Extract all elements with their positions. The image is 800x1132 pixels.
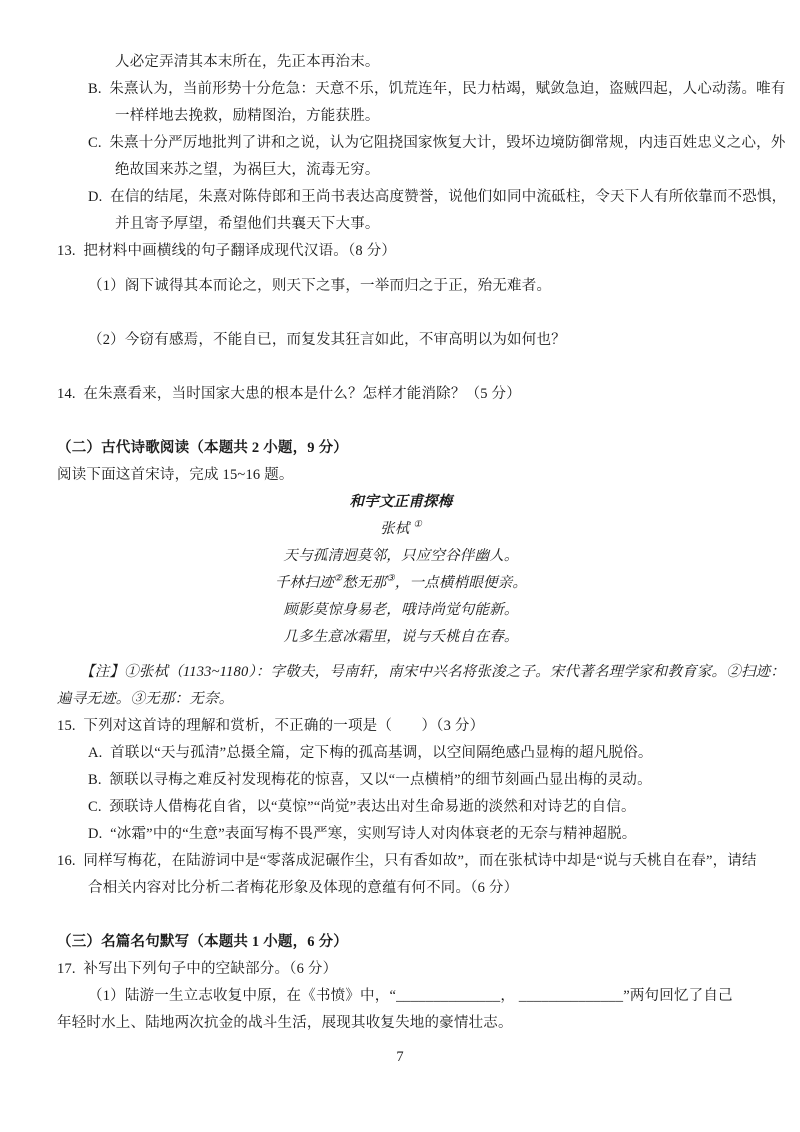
poem-line-1: 天与孤清迥莫邻，只应空谷伴幽人。 — [283, 548, 519, 564]
option-b-line2: 一样样地去挽救，励精图治，方能获胜。 — [115, 108, 380, 124]
poem-line-4: 几多生意冰霜里，说与夭桃自在春。 — [283, 629, 519, 645]
question-17-part1-line1: （1）陆游一生立志收复中原，在《书愤》中，“______________， ______________”两句回忆了自己 — [88, 988, 733, 1004]
poem-title: 和宇文正甫探梅 — [349, 494, 453, 510]
question-16-line2: 合相关内容对比分析二者梅花形象及体现的意蕴有何不同。（6 分） — [88, 880, 519, 896]
prev-option-a-continuation: 人必定弄清其本末所在，先正本再治末。 — [115, 54, 380, 70]
question-15-option-d: D. “冰霜”中的“生意”表面写梅不畏严寒，实则写诗人对肉体衰老的无奈与精神超脱。 — [88, 826, 637, 842]
poem-note-line2: 遍寻无迹。③无那：无奈。 — [57, 691, 234, 707]
option-c-line2: 绝故国来苏之望，为祸巨大，流毒无穷。 — [115, 162, 380, 178]
question-13-part1: （1）阁下诚得其本而论之，则天下之事，一举而归之于正，殆无难者。 — [88, 278, 552, 294]
question-15-option-b: B. 颔联以寻梅之难反衬发现梅花的惊喜，又以“一点横梢”的细节刻画凸显出梅的灵动。 — [88, 772, 652, 788]
section-3-header: （三）名篇名句默写（本题共 1 小题，6 分） — [57, 934, 348, 950]
question-15-option-c: C. 颈联诗人借梅花自省，以“莫惊”“尚觉”表达出对生命易逝的淡然和对诗艺的自信。 — [88, 799, 636, 815]
section-2-header: （二）古代诗歌阅读（本题共 2 小题，9 分） — [57, 440, 348, 456]
reading-instruction: 阅读下面这首宋诗，完成 15~16 题。 — [57, 467, 294, 483]
superscript-note-marker: ① — [413, 520, 422, 531]
question-16-line1: 16. 同样写梅花，在陆游词中是“零落成泥碾作尘，只有香如故”，而在张栻诗中却是“说与夭桃自在春”，请结 — [57, 853, 757, 869]
question-14-stem: 14. 在朱熹看来，当时国家大患的根本是什么？怎样才能消除？（5 分） — [57, 386, 521, 402]
superscript-note-marker: ③ — [386, 574, 395, 585]
superscript-note-marker: ② — [333, 574, 343, 585]
question-13-stem: 13. 把材料中画横线的句子翻译成现代汉语。（8 分） — [57, 243, 397, 259]
option-d-line2: 并且寄予厚望，希望他们共襄天下大事。 — [115, 216, 380, 232]
question-15-option-a: A. 首联以“天与孤清”总摄全篇，定下梅的孤高基调，以空间隔绝感凸显梅的超凡脱俗。 — [88, 745, 653, 761]
page-number: 7 — [396, 1049, 404, 1065]
poem-note-line1: 【注】①张栻（1133~1180）：字敬夫，号南轩，南宋中兴名将张浚之子。宋代著名理学家和教育家。②扫迹： — [80, 664, 786, 680]
option-d-line1: D. 在信的结尾，朱熹对陈侍郎和王尚书表达高度赞誉，说他们如同中流砥柱，令天下人有所依靠而不恐惧， — [88, 189, 787, 205]
poem-line-2: 千林扫迹②愁无那③，一点横梢眼便亲。 — [274, 574, 528, 591]
option-c-line1: C. 朱熹十分严厉地批判了讲和之说，认为它阻挠国家恢复大计，毁坏边境防御常规，内违百姓忠义之心，外 — [88, 135, 786, 151]
option-b-line1: B. 朱熹认为，当前形势十分危急：天意不乐，饥荒连年，民力枯竭，赋敛急迫，盗贼四起，人心动荡。唯有 — [88, 81, 786, 97]
question-17-stem: 17. 补写出下列句子中的空缺部分。（6 分） — [57, 961, 338, 977]
poem-line-3: 顾影莫惊身易老，哦诗尚觉句能新。 — [283, 602, 519, 618]
poem-author: 张栻 ① — [380, 520, 422, 537]
question-17-part1-line2: 年轻时水上、陆地两次抗金的战斗生活，展现其收复失地的豪情壮志。 — [57, 1015, 513, 1031]
question-13-part2: （2）今窃有感焉，不能自已，而复发其狂言如此，不审高明以为如何也？ — [88, 332, 566, 348]
question-15-stem: 15. 下列对这首诗的理解和赏析，不正确的一项是（ ）（3 分） — [57, 718, 485, 734]
